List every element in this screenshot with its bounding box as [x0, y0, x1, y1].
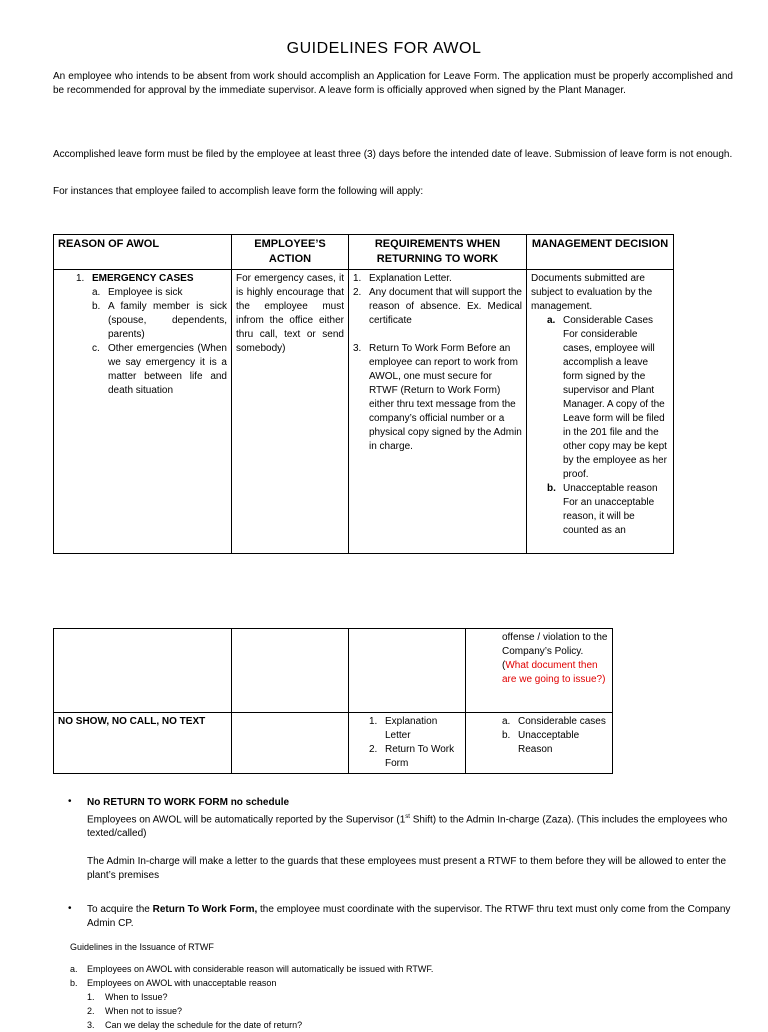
list-item: b. Unacceptable reason For an unacceptable reason, it will be counted as an	[547, 483, 658, 536]
bullet-dot: •	[68, 903, 72, 914]
list-item: b. Unacceptable Reason	[502, 730, 580, 755]
table-row-emergency	[54, 270, 674, 554]
emergency-heading	[58, 272, 227, 286]
header-requirements: REQUIREMENTS WHEN RETURNING TO WORK	[349, 235, 527, 270]
list-number: 1.	[76, 273, 85, 284]
list-item: 1. Explanation Letter	[369, 716, 438, 741]
issuance-item-a: a. Employees on AWOL with considerable reason will automatically be issued with RTWF.	[70, 964, 434, 974]
table-row-noshow	[54, 713, 673, 774]
awol-table	[53, 234, 674, 554]
empty-cell	[232, 713, 349, 774]
table-header-row	[54, 235, 674, 270]
list-item: a. Employee is sick	[92, 287, 183, 298]
header-reason: REASON OF AWOL	[54, 235, 232, 270]
decision-continued: offense / violation to the Company’s Policy. (What document then are we going to issue?)	[466, 629, 613, 713]
noshow-requirements	[349, 713, 466, 774]
bullet-line: The Admin In-charge will make a letter to the guards that these employees must present a RTWF to them before they will be allowed to enter the plant’s premises	[87, 856, 727, 882]
list-item: 2. Return To Work Form	[369, 744, 455, 769]
emergency-label: EMERGENCY CASES	[92, 273, 194, 284]
page-title: GUIDELINES FOR AWOL	[286, 40, 482, 57]
empty-cell	[54, 629, 232, 713]
issuance-sub-3: 3. Can we delay the schedule for the date of return?	[87, 1020, 303, 1030]
decision-intro: Documents submitted are subject to evaluation by the management.	[531, 273, 653, 312]
instances-paragraph: For instances that employee failed to accomplish leave form the following will apply:	[53, 186, 424, 197]
requirements-cell	[349, 270, 527, 554]
decision-cell	[527, 270, 674, 554]
bullet-dot: •	[68, 796, 72, 807]
emergency-list	[58, 286, 227, 398]
header-action: EMPLOYEE’S ACTION	[232, 235, 349, 270]
table-row-continued	[54, 629, 673, 713]
list-item: b. A family member is sick (spouse, dependents, parents)	[92, 301, 227, 340]
bullet-line: Employees on AWOL will be automatically reported by the Supervisor (1st Shift) to the Admin In-charge (Zaza). (This includes the employees who texted/called)	[87, 814, 728, 840]
list-item: c. Other emergencies (When we say emergency it is a matter between life and death situation	[92, 343, 227, 396]
filing-paragraph: Accomplished leave form must be filed by the employee at least three (3) days before the intended date of leave. Submission of leave form is not enough.	[53, 149, 733, 160]
list-item: 1. Explanation Letter.	[353, 273, 452, 284]
awol-table-continued	[53, 628, 673, 774]
bullet-rtwf-schedule	[87, 796, 733, 883]
list-item: a. Considerable cases	[502, 716, 606, 727]
bullet-acquire-rtwf: To acquire the Return To Work Form, the employee must coordinate with the supervisor. The RTWF thru text must only come from the Company Admin CP.	[87, 904, 731, 929]
intro-paragraph: An employee who intends to be absent from work should accomplish an Application for Leave Form. The application must be properly accomplished and be recommended for approval by the immediate supervisor. A leave form is officially approved when signed by the Plant Manager.	[53, 71, 733, 96]
requirements-list	[353, 272, 522, 454]
empty-cell	[349, 629, 466, 713]
list-item: a. Considerable Cases For considerable cases, employee will accomplish a leave form signed by the supervisor and Plant Manager. A copy of the Leave form will be filed in the 201 file and the other copy may be kept by the employee as her proof.	[547, 315, 667, 480]
question-note: What document then are we going to issue?)	[502, 660, 606, 685]
issuance-heading: Guidelines in the Issuance of RTWF	[70, 942, 214, 952]
noshow-label: NO SHOW, NO CALL, NO TEXT	[54, 713, 232, 774]
issuance-sub-1: 1. When to Issue?	[87, 992, 168, 1002]
action-cell: For emergency cases, it is highly encourage that the employee must infrom the office either thru call, text or send somebody)	[232, 270, 349, 554]
header-decision: MANAGEMENT DECISION	[527, 235, 674, 270]
issuance-item-b: b. Employees on AWOL with unacceptable reason	[70, 978, 277, 988]
list-item: 2. Any document that will support the reason of absence. Ex. Medical certificate	[353, 287, 522, 326]
issuance-sub-2: 2. When not to issue?	[87, 1006, 183, 1016]
bullet-title: No RETURN TO WORK FORM no schedule	[87, 797, 290, 808]
empty-cell	[232, 629, 349, 713]
noshow-decision	[466, 713, 613, 774]
decision-list	[531, 314, 669, 538]
reason-cell	[54, 270, 232, 554]
list-item: 3. Return To Work Form Before an employee can report to work from AWOL, one must secure for RTWF (Return to Work Form) either thru text message from the company’s official number or a physical copy signed by the Admin in charge.	[353, 343, 522, 452]
